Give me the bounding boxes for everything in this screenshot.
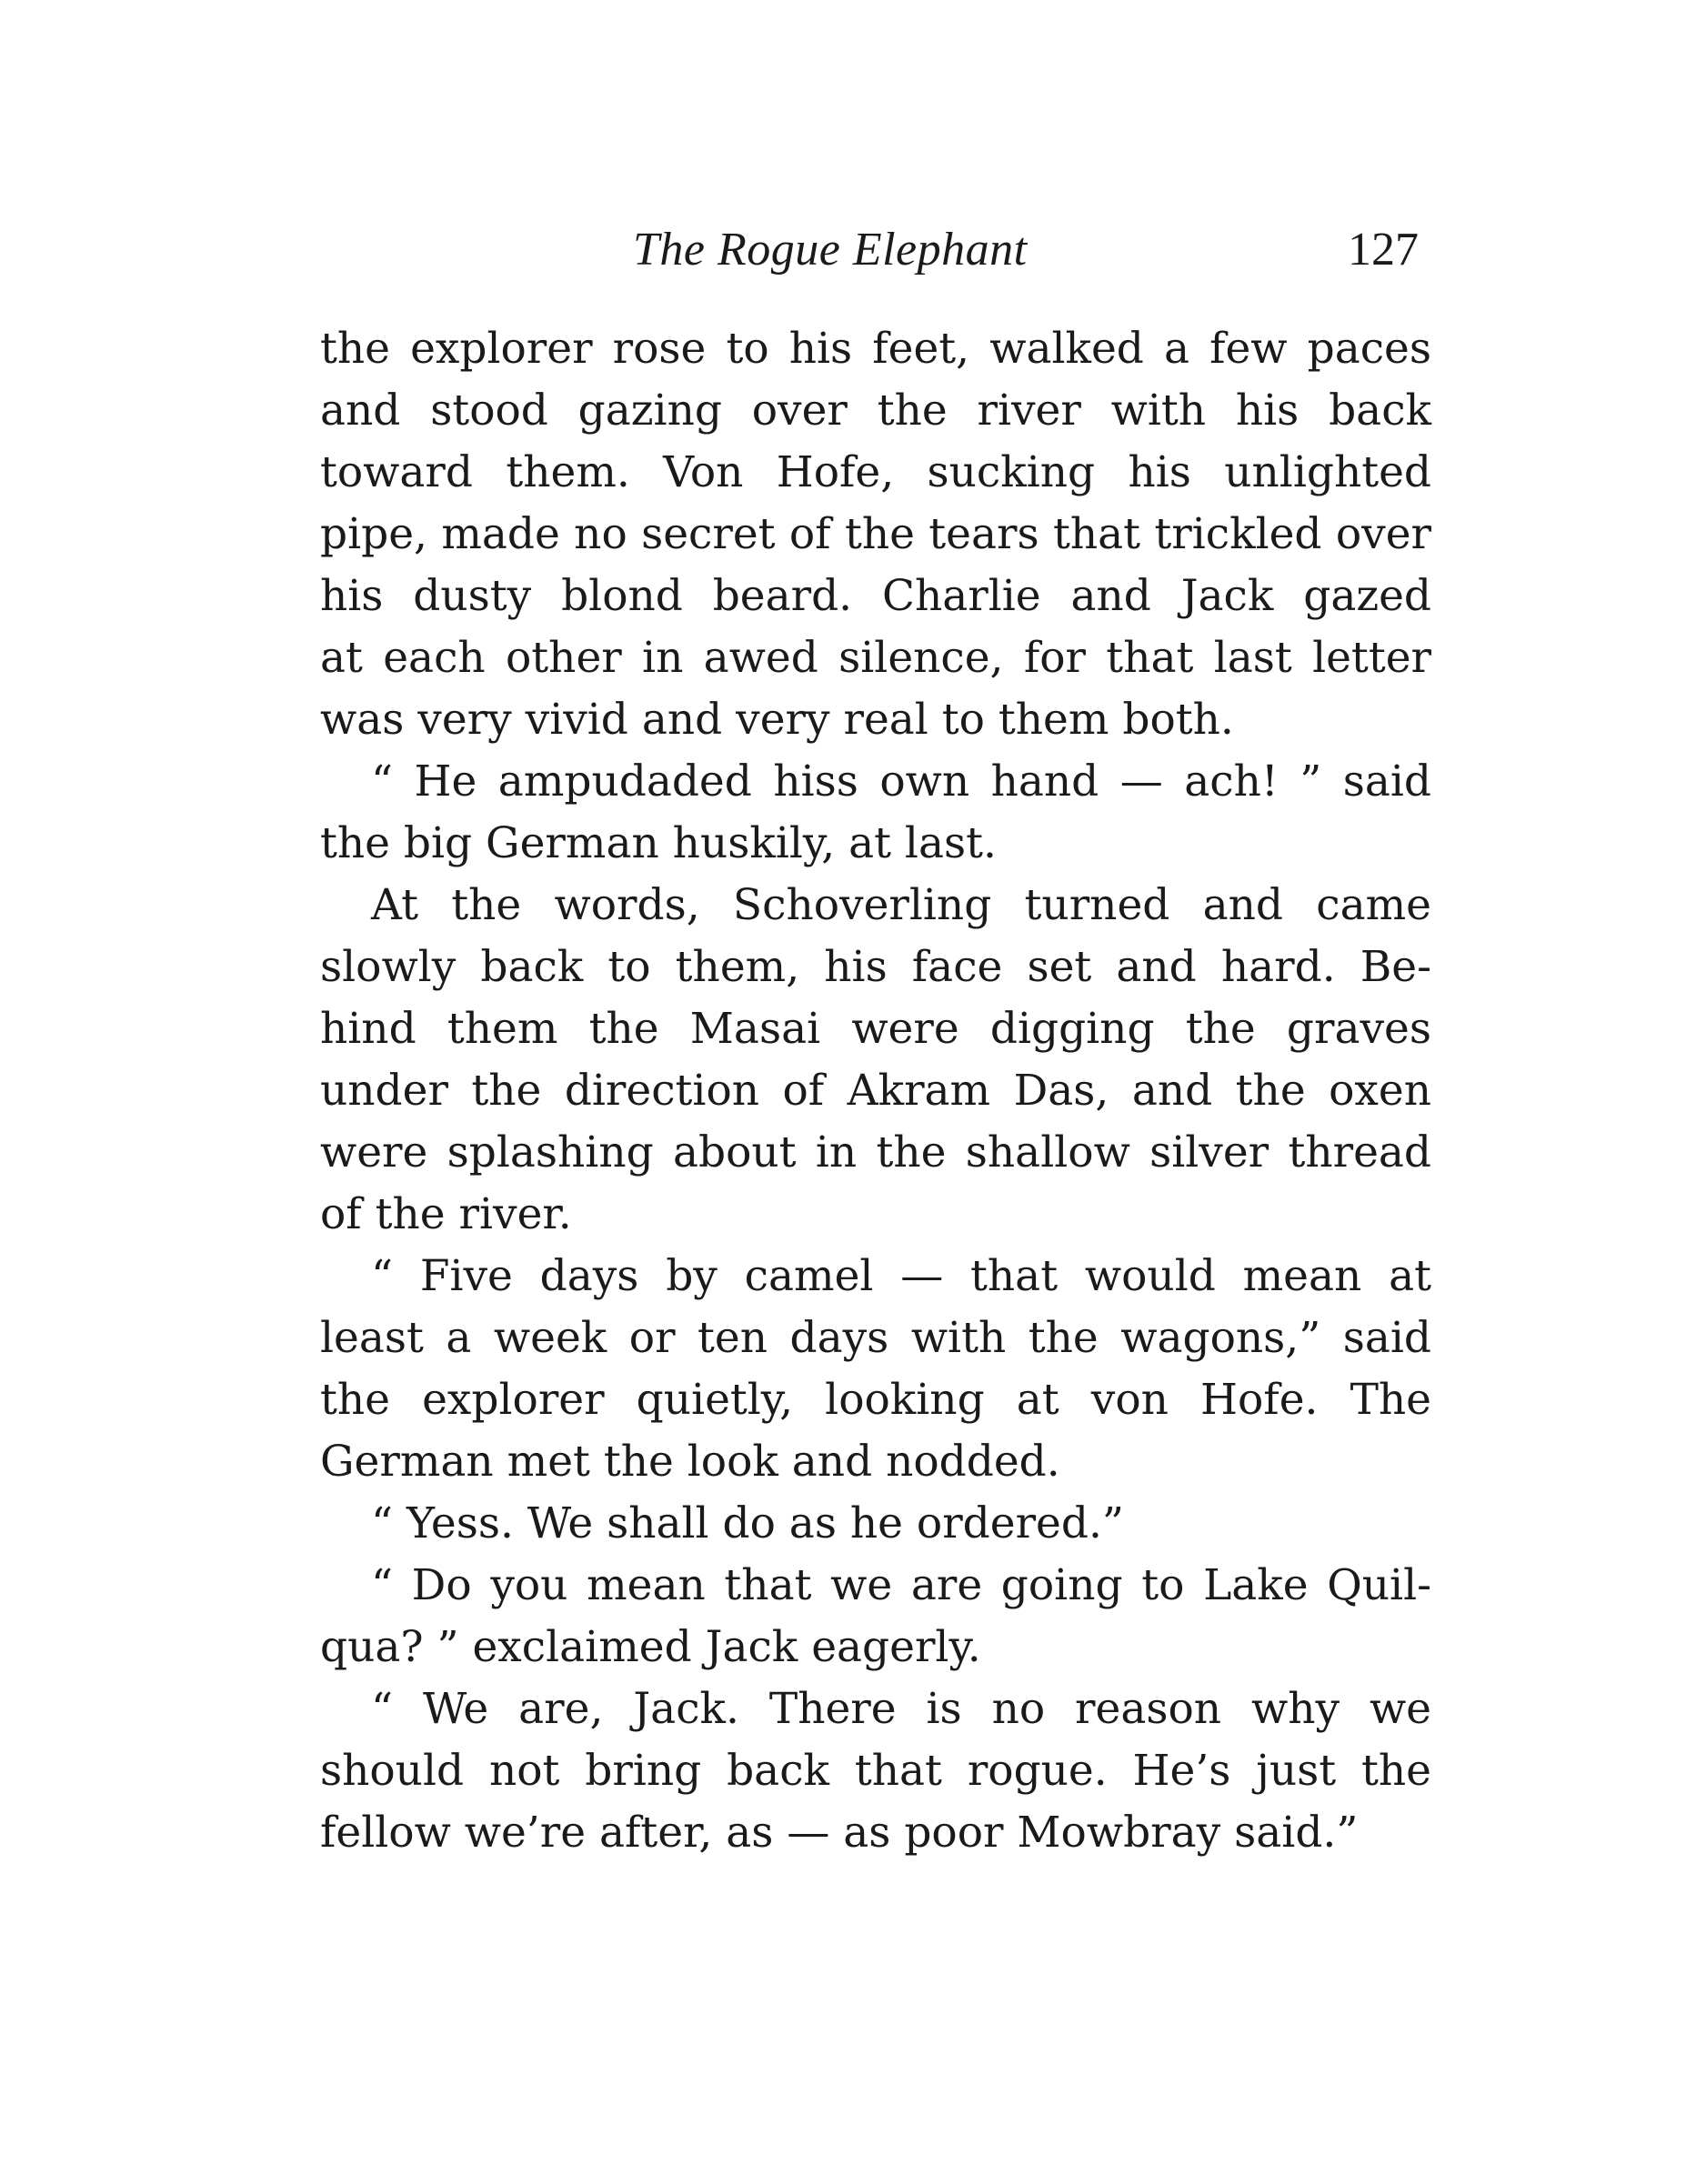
text-line: the explorer quietly, looking at von Hofe. The	[320, 1375, 1431, 1425]
text-line: qua? ” exclaimed Jack eagerly.	[320, 1622, 981, 1672]
text-line: “ He ampudaded hiss own hand — ach! ” said	[371, 756, 1431, 806]
text-line: hind them the Masai were digging the graves	[320, 1004, 1431, 1054]
text-line: “ We are, Jack. There is no reason why we	[371, 1684, 1431, 1734]
text-line: the explorer rose to his feet, walked a few paces	[320, 324, 1431, 374]
text-line: “ Five days by camel — that would mean at	[371, 1251, 1431, 1301]
text-line: his dusty blond beard. Charlie and Jack gazed	[320, 571, 1431, 621]
text-line: the big German huskily, at last.	[320, 818, 997, 868]
text-line: slowly back to them, his face set and hard. Be-	[320, 942, 1431, 992]
text-line: least a week or ten days with the wagons,” said	[320, 1313, 1431, 1363]
text-line: should not bring back that rogue. He’s just the	[320, 1746, 1431, 1796]
text-line: were splashing about in the shallow silver thread	[320, 1127, 1431, 1177]
running-head	[320, 218, 1431, 282]
text-line: at each other in awed silence, for that last letter	[320, 633, 1431, 683]
text-line: pipe, made no secret of the tears that trickled over	[320, 509, 1431, 559]
text-line: “ Do you mean that we are going to Lake Quil-	[371, 1560, 1431, 1610]
text-line: “ Yess. We shall do as he ordered.”	[371, 1498, 1124, 1548]
text-line: was very vivid and very real to them both.	[320, 695, 1234, 745]
running-title: The Rogue Elephant	[633, 224, 1028, 276]
text-line: under the direction of Akram Das, and the oxen	[320, 1066, 1431, 1116]
text-line: of the river.	[320, 1189, 572, 1239]
text-line: and stood gazing over the river with his back	[320, 386, 1431, 436]
text-line: German met the look and nodded.	[320, 1437, 1060, 1487]
text-line: At the words, Schoverling turned and came	[371, 880, 1431, 930]
text-line: fellow we’re after, as — as poor Mowbray said.”	[320, 1808, 1359, 1858]
text-line: toward them. Von Hofe, sucking his unlighted	[320, 447, 1431, 497]
body-text	[320, 318, 1431, 1864]
page-number: 127	[1348, 224, 1419, 276]
